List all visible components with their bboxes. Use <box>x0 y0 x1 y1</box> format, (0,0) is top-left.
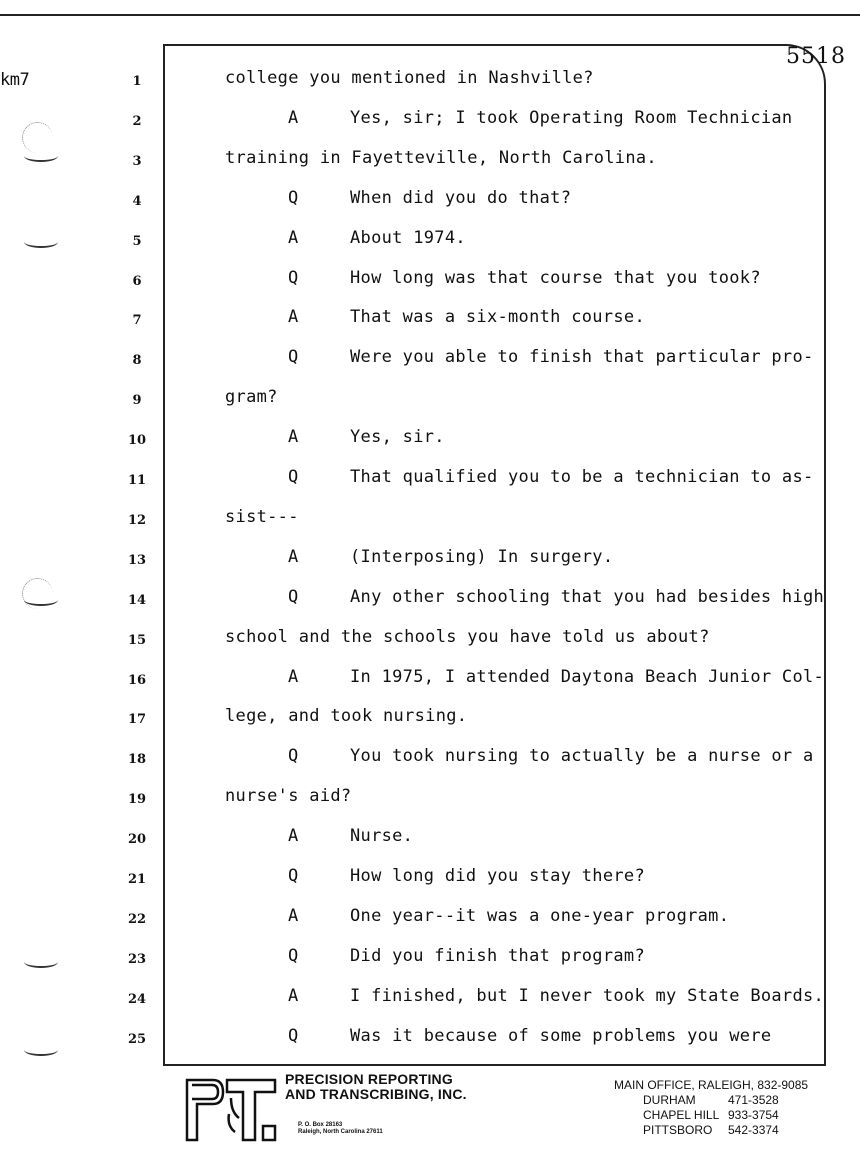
firm-address <box>298 1122 383 1136</box>
speaker-label: A <box>288 546 299 567</box>
line-text: When did you do that? <box>350 187 572 208</box>
office-phone: 542-3374 <box>728 1123 779 1137</box>
line-number: 3 <box>132 153 142 169</box>
line-number: 6 <box>132 273 142 289</box>
office-phone: 933-3754 <box>728 1108 779 1122</box>
office-city: DURHAM <box>643 1093 696 1107</box>
transcript-line <box>0 268 860 308</box>
office-phone: 471-3528 <box>728 1093 779 1107</box>
line-number: 18 <box>127 752 147 768</box>
line-number: 20 <box>127 832 147 848</box>
line-text: lege, and took nursing. <box>225 706 468 727</box>
speaker-label: Q <box>288 187 299 208</box>
transcript-line <box>0 826 860 866</box>
office-row <box>614 1123 808 1138</box>
line-text: One year--it was a one-year program. <box>350 905 730 926</box>
line-text: college you mentioned in Nashville? <box>225 68 594 88</box>
line-number: 23 <box>127 951 147 967</box>
speaker-label: A <box>288 905 299 926</box>
line-number: 12 <box>127 512 147 528</box>
main-office: MAIN OFFICE, RALEIGH, 832-9085 <box>614 1078 809 1092</box>
line-text: That was a six-month course. <box>350 307 645 328</box>
transcript-line <box>0 1026 860 1066</box>
transcript-line <box>0 547 860 587</box>
line-text: Yes, sir. <box>350 427 445 448</box>
transcript-line <box>0 986 860 1026</box>
firm-address-line2: Raleigh, North Carolina 27611 <box>298 1129 383 1135</box>
transcript-line <box>0 667 860 707</box>
transcript-line <box>0 307 860 347</box>
speaker-label: Q <box>288 467 299 487</box>
speaker-label: Q <box>288 746 299 767</box>
transcript-line <box>0 866 860 906</box>
firm-logo <box>183 1074 279 1144</box>
line-number: 7 <box>132 313 142 329</box>
speaker-label: A <box>288 985 299 1006</box>
line-text: sist--- <box>225 506 299 527</box>
line-number: 16 <box>127 672 147 688</box>
line-number: 5 <box>132 233 142 249</box>
speaker-label: Q <box>288 267 299 288</box>
line-number: 10 <box>127 433 147 449</box>
office-row <box>614 1093 808 1108</box>
speaker-label: A <box>288 427 299 448</box>
line-text: I finished, but I never took my State Boards. <box>350 985 825 1006</box>
line-text: Was it because of some problems you were <box>350 1025 772 1046</box>
page-number: 5518 <box>786 44 846 69</box>
line-text: Yes, sir; I took Operating Room Technician <box>350 107 793 128</box>
office-list <box>614 1078 808 1138</box>
transcript-line <box>0 387 860 427</box>
line-text: nurse's aid? <box>225 786 352 807</box>
line-text: Did you finish that program? <box>350 945 645 966</box>
line-number: 19 <box>127 792 147 808</box>
line-number: 25 <box>127 1031 147 1047</box>
transcript-line <box>0 228 860 268</box>
line-text: How long did you stay there? <box>350 866 645 886</box>
line-text: You took nursing to actually be a nurse or a <box>350 746 814 767</box>
speaker-label: Q <box>288 945 299 966</box>
line-text: training in Fayetteville, North Carolina. <box>225 147 657 168</box>
line-number: 24 <box>127 991 147 1007</box>
line-number: 8 <box>132 353 142 369</box>
office-city: PITTSBORO <box>643 1123 713 1137</box>
transcript-line <box>0 68 860 108</box>
transcript-line <box>0 946 860 986</box>
transcript-line <box>0 627 860 667</box>
line-number: 11 <box>127 473 147 488</box>
transcript-line <box>0 746 860 786</box>
line-text: In 1975, I attended Daytona Beach Junior Col- <box>350 666 825 687</box>
line-number: 15 <box>127 632 147 648</box>
office-row <box>614 1108 808 1123</box>
transcript-line <box>0 507 860 547</box>
line-text: That qualified you to be a technician to as- <box>350 467 814 487</box>
line-text: school and the schools you have told us about? <box>225 626 710 647</box>
line-text: About 1974. <box>350 227 466 248</box>
transcript-line <box>0 427 860 467</box>
margin-label: km7 <box>0 70 30 90</box>
line-number: 21 <box>127 872 147 887</box>
office-city: CHAPEL HILL <box>643 1108 720 1122</box>
speaker-label: Q <box>288 347 299 368</box>
line-text: gram? <box>225 387 278 408</box>
transcript-line <box>0 906 860 946</box>
top-rule <box>0 14 860 16</box>
line-number: 14 <box>127 592 147 608</box>
transcript-line <box>0 587 860 627</box>
line-text: Any other schooling that you had besides high <box>350 586 825 607</box>
speaker-label: A <box>288 227 299 248</box>
speaker-label: Q <box>288 1025 299 1046</box>
transcript-line <box>0 786 860 826</box>
transcript-line <box>0 467 860 507</box>
line-number: 17 <box>127 712 147 728</box>
line-text: (Interposing) In surgery. <box>350 546 614 567</box>
firm-name-line2: AND TRANSCRIBING, INC. <box>285 1086 467 1102</box>
firm-name <box>285 1072 467 1102</box>
transcript-line <box>0 148 860 188</box>
line-number: 22 <box>127 911 147 927</box>
line-number: 13 <box>127 552 147 568</box>
line-text: How long was that course that you took? <box>350 267 761 288</box>
line-number: 4 <box>132 193 142 209</box>
line-text: Nurse. <box>350 826 414 847</box>
speaker-label: A <box>288 826 299 847</box>
line-number: 9 <box>132 393 142 409</box>
transcript-line <box>0 188 860 228</box>
speaker-label: Q <box>288 586 299 607</box>
speaker-label: A <box>288 307 299 328</box>
line-text: Were you able to finish that particular pro- <box>350 347 814 368</box>
transcript-line <box>0 706 860 746</box>
page-footer <box>0 1068 860 1150</box>
line-number: 1 <box>132 74 142 89</box>
speaker-label: Q <box>288 866 299 886</box>
firm-name-line1: PRECISION REPORTING <box>285 1071 453 1087</box>
speaker-label: A <box>288 107 299 128</box>
speaker-label: A <box>288 666 299 687</box>
transcript-line <box>0 347 860 387</box>
transcript-line <box>0 108 860 148</box>
line-number: 2 <box>132 113 142 129</box>
firm-address-line1: P. O. Box 28163 <box>298 1122 343 1128</box>
